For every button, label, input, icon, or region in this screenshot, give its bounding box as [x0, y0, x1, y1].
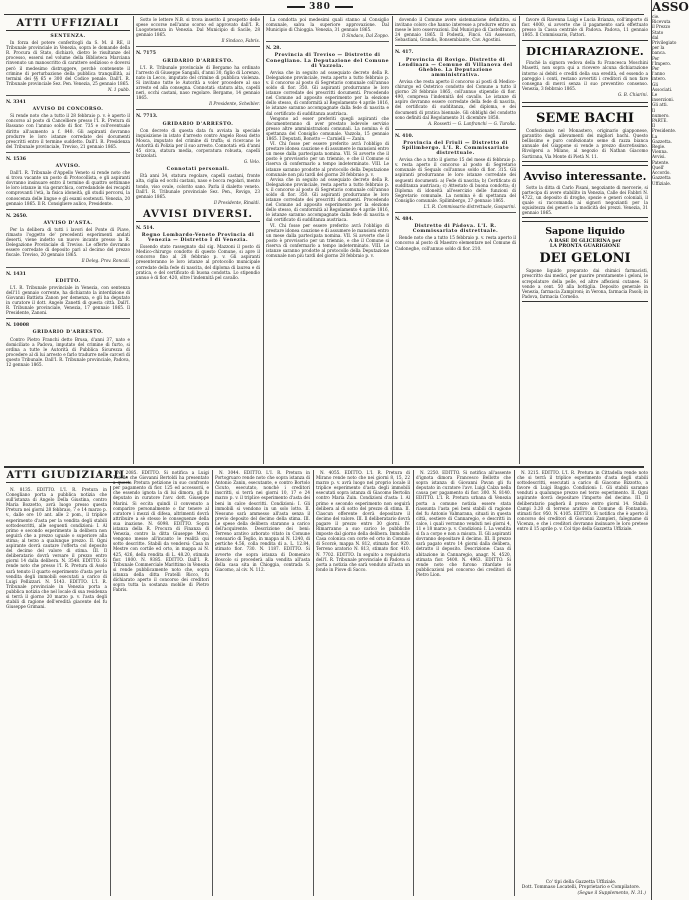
notice-signature: Il Presidente, Scheibler.	[209, 101, 260, 107]
judicial-column	[416, 470, 511, 895]
separator	[136, 46, 260, 47]
notice-id: N. 7713.	[136, 114, 158, 120]
judicial-text: N. 4055. EDITTO. L'I. R. Pretura di Mirano rende noto che nei giorni 8, 15, 22 marzo p. v. avrà luogo nel proprio locale il triplice esperimento d'asta degli immobili esecutati sopra istanza di Giacomo Bertolin contro Maria Zuin. Condizioni d'asta: I. Al primo e secondo esperimento non seguirà delibera al di sotto del prezzo di stima. II. Ciascun offerente dovrà depositare il decimo del valore. III. Il deliberatario dovrà pagare il prezzo entro 30 giorni. IV. Rimarranno a suo carico le pubbliche imposte dal giorno della delibera. Immobili: Casa colonica con corte ed orto in Comune di Scorzè, mappa N. 812, stimata fior. 920. Terreno aratorio N. 813, stimato fior. 410. N. 7702. EDITTO. In seguito a requisitoria dell'I. R. Tribunale provinciale di Padova si porta a notizia che sarà venduto all'asta un fondo in Piove di Sacco.	[316, 470, 410, 572]
notice-id: N. 410.	[395, 133, 414, 139]
notice-signature: N. 1 pubb.	[107, 86, 130, 92]
ad-signature: G. B. Chiarini.	[617, 91, 648, 97]
judicial-text: N. 2085. EDITTO. Si notifica a Luigi Tosello che Giovanni Bertoldi ha presentato a questa Pretura petizione in suo confronto per pagamento di fior. 125 ed accessorii, e che essendo ignota la di lui dimora, gli fu deputato in curatore l'avv. dott. Giuseppe Marini. Si eccita quindi il convenuto a comparire personalmente o far tenere al curatore i mezzi di difesa, altrimenti dovrà attribuire a sè stesso le conseguenze della sua inazione. N. 6098. EDITTO. Sopra istanza della R. Procura di Finanza di Venezia, contro la ditta Giuseppe Moro, vengono messe all'incanto le realità qui sotto descritte. Stabili da vendersi: Casa in Mestre con cortile ed orto, in mappa ai N. 425, 426, della rendita di L. 48.20, stimata fior. 1800. N. 9385. EDITTO. Dall'I. R. Tribunale Commerciale Marittimo in Venezia si rende pubblicamente noto che, sopra istanza della ditta Fratelli Ricco, fu dichiarato aperto il concorso dei creditori sopra tutta la sostanza mobile di Pietro Fabris.	[113, 470, 209, 593]
notice-body: Contro Pietro Franchi detto Brusa, d'anni 37, nato e domiciliato a Padova, imputato del crimine di furto, si ordina a tutte le Autorità di Pubblica Sicurezza di procedere al di lui arresto e farlo tradurre nelle carceri di questo Tribunale. Dall'I. R. Tribunale provinciale, Padova, 12 gennaio 1865.	[6, 336, 130, 367]
notice-signature: Il Sindaco, Fabris.	[221, 38, 260, 44]
ad-subtitle: A BASE DI GLICERINA per	[548, 238, 622, 245]
judicial-column	[517, 470, 648, 875]
notice-signature: Il Sindaco, Dal Zoppo.	[341, 33, 389, 39]
column-rule	[392, 16, 393, 464]
notice-title: AVVISO.	[55, 163, 81, 169]
section-heading: AVVISI DIVERSI.	[136, 209, 260, 222]
separator	[6, 209, 130, 210]
ad-sapone-liquido	[522, 221, 648, 302]
column-rule	[263, 16, 264, 464]
ad-title: SEME BACHI	[536, 111, 634, 127]
judicial-acts-heading-wrap	[6, 469, 130, 489]
notice-body: Si rende noto che a tutto il 28 febbraio p. v. è aperto il concorso al posto di Cancelliere presso l'I. R. Pretura di Bassano con l'annuo soldo di fior. 735 e coll'eventuale diritto all'aumento a f. 840. Gli aspiranti dovranno produrre le loro istanze corredate dei documenti prescritti entro il termine suddetto. Dall'I. R. Presidenza del Tribunale provinciale, Treviso, 21 gennaio 1865.	[6, 113, 130, 149]
notice-body: L'I. R. Tribunale provinciale di Bergamo ha ordinato l'arresto di Giuseppe Sangalli, d'anni 30, figlio di Lorenzo, nato in Lecco, imputato del crimine di pubblica violenza. Si invitano tutte le Autorità a voler procedere al suo arresto ed alla consegna. Connotati: statura alta, capelli neri, occhi castani, naso regolare. Bergamo, 14 gennaio 1865.	[136, 64, 260, 101]
notice-id: N. 484.	[395, 217, 414, 223]
edge-text: cie. Ricevuta il Prezzo Stato dal Privilegiato per la banca. Per l'Impero. Per l'anno intero. Gli Associati. Le inserzioni. Gli atti. Il numero. PARTE. Il Presidente. La Gazzetta. Regie. Vienna. Avvisi. Patente. Quell' Accordo. Gazzetta Uffiziale.	[652, 14, 677, 186]
judicial-text: N. 8135. EDITTO. L'I. R. Pretura in Conegliano porta a pubblica notizia che sull'istanza di Angelo Della Giustina, contro Maria Bozzetto, avrà luogo presso questa Pretura nei giorni 28 febbraio, 7 e 14 marzo p. v., dalle ore 10 ant. alle 2 pom., il triplice esperimento d'asta per la vendita degli stabili sottodescritti, alle seguenti condizioni: I. Al primo e secondo esperimento la delibera non seguirà che a prezzo uguale o superiore alla stima; al terzo a qualunque prezzo. II. Ogni aspirante dovrà cautare l'offerta col deposito del decimo del valore di stima. III. Il deliberatario dovrà versare il prezzo entro giorni 14 dalla delibera. N. 3548. EDITTO. Si rende noto che presso l'I. R. Pretura di Asolo sarà tenuto il quarto esperimento d'asta per la vendita degli immobili esecutati a carico di Luigi Pellizzari. N. 5143. EDITTO. L'I. R. Tribunale provinciale in Venezia porta a pubblica notizia che nel locale di sua residenza si terrà il giorno 20 marzo p. v. l'asta degli stabili di ragione dell'eredità giacente del fu Giuseppe Grimani.	[6, 487, 107, 610]
notice	[6, 34, 130, 92]
judicial-column	[215, 470, 310, 895]
notice-signature: Il Presidente, Rinaldi.	[213, 199, 260, 205]
notice	[6, 271, 130, 316]
notice-title: AVVISO DI CONCORSO.	[32, 107, 104, 113]
notices-column	[395, 17, 516, 464]
notice-title: Provincia di Rovigo. Distretto di Lendinara — Comune di Villanova del Ghebbo. La Deputazione amministrativa.	[398, 57, 513, 78]
separator	[6, 318, 130, 319]
column-rule	[413, 470, 414, 896]
notice-body: Sotto le lettere N.B. si trova inserito il prospetto delle spese occorse nell'anno scorso ed approvato dall'I. R. Luogotenenza in Venezia. Dal Municipio di Sacile, 28 gennaio 1865.	[136, 17, 260, 38]
notice-title: Provincia del Friuli — Distretto di Spilimbergo. L'I. R. Commissariato distrettuale.	[401, 140, 510, 157]
notice-body: La condotta poi medesimi quali stanno al Consiglio comunale, salva la superiore approvazione. Dal Municipio di Chioggia. Venezia, 31 gennaio 1865.	[266, 17, 389, 33]
ad-title: Avviso interessante.	[523, 169, 647, 183]
column-rule	[110, 486, 111, 896]
ad-body: Sapone liquido preparato dai chimici farmacisti, prescritto dai medici, per guarire prontamente i geloni, le screpolature della pelle, ed altre affezioni cutanee. Si vende a cent. 50 alla bottiglia. Deposito generale in Venezia, farmacia Zampironi; in Verona, farmacia Pasoli; in Padova, farmacia Cornelio.	[522, 268, 648, 299]
notice-body: Per la delibera di tutti i lavori del Ponte di Piave, rimasto l'oggetto de' precedenti esperimenti andati deserti, viene indetto un nuovo incanto presso la R. Delegazione Provinciale di Treviso. Le offerte dovranno essere corredate di deposito pari al decimo del prezzo fiscale. Treviso, 20 gennaio 1865.	[6, 226, 130, 258]
supplement-note: (Segue il Supplemento, N. 31.)	[577, 891, 646, 896]
notice-body: Avvisa che resta aperto il concorso ai posti di Medico-chirurgo ed Ostetrico condotto del Comune a tutto il giorno 28 febbraio 1865, coll'annuo stipendio di fior. 490, compresa l'indennità del cavallo. Le istanze di aspiro dovranno essere corredate della fede di nascita, del certificato di sudditanza, del diploma, e dei documenti di pratica biennale. Gli obblighi del condotto sono definiti dal Regolamento 31 dicembre 1858.	[395, 78, 516, 120]
notice-title: Distretto di Pádova. L'I. R. Commissariato distrettuale.	[412, 224, 499, 235]
judicial-column	[113, 470, 209, 895]
separator	[6, 267, 130, 268]
notice-title: Regno Lombardo-Veneto Provincia di Venezia — Distretto I di Venezia.	[141, 233, 255, 244]
judicial-text: N. 3215. EDITTO. L'I. R. Pretura in Cittadella rende noto che si terrà il triplice esperimento d'asta degli stabili sottodescritti, esecutati a carico di Giacomo Bizzotto, a favore di Luigi Baggio. Condizioni: I. Gli stabili saranno venduti a qualunque prezzo nel terzo esperimento. II. Ogni aspirante dovrà depositare l'importo del decimo. III. Il deliberatario pagherà il prezzo entro giorni 14. Stabili: Campi 3.20 di terreno arativo in Comune di Fontaniva, stimati fior. 950. N. 4105. EDITTO. Si notifica che è aperto il concorso dei creditori di Giovanni Zampieri, falegname di Vicenza, e che i creditori dovranno insinuare le loro pretese entro il 15 aprile p. v. Col tipo della Gazzetta Uffiziale.	[517, 470, 648, 532]
notice-body: favore di Ravenna Luigi e Lucia Brianza, coll'importo di fior. 4000, si avverte che il pagamento sarà effettuato presso la Cassa centrale di Padova. Padova, 11 gennaio 1865. Il Commissario, Fattori.	[522, 17, 648, 38]
notice-id: N. 10008	[6, 323, 30, 329]
ad-body: Confezionato nel Monastero, originario giapponese, garantito degli allevamenti dei migliori bachi. Questo bellissimo e puro confezionato seme di razza bianca annuale del Giappone si vende a prezzo discretissimo. Rivolgersi a Milano, al negozio di Nathan Giacomo Sartirana, Via Monte di Pietà N. 11.	[522, 128, 648, 159]
notice-signature: Il Deleg. Prov. Roncali.	[81, 258, 130, 264]
judicial-column	[316, 470, 410, 895]
separator	[6, 95, 130, 96]
notice-id: N. 7175	[136, 51, 156, 57]
notice-signature: L'I. R. Commissario distrettuale, Gasparini.	[423, 204, 516, 209]
judicial-text: N. 3044. EDITTO. L'I. R. Pretura in Portogruaro rende noto che sopra istanza di Antonio Zanin, esecutante, e contro Bortolo Cicuto, esecutato, nonchè i creditori inscritti, si terrà nei giorni 10, 17 e 24 marzo p. v. il triplice esperimento d'asta dei beni in calce descritti. Condizioni: I. Gli immobili si vendono in un solo lotto. II. Nessuno sarà ammesso all'asta senza il previo deposito del decimo della stima. III. Le spese della delibera staranno a carico dell'acquirente. Descrizione dei beni: Terreno arativo arborato vitato in Comune censuario di Teglio, in mappa al N. 1240, di pertiche 4.56, colla rendita di a. L. 12.84, stimato fior. 730. N. 1187. EDITTO. Si avverte che sopra istanza di Domenico Boscolo si procederà alla vendita all'asta della casa sita in Chioggia, contrada S. Giacomo, al civ. N. 112.	[215, 470, 310, 572]
separator	[395, 129, 516, 130]
notice-body: Con decreto di questa data fu avviata la speciale inquisizione in istato d'arresto contro Angelo Rossi detto Mosca, imputato del crimine di truffa; si ricercano le Autorità di Polizia per il suo arresto. Connotati: età d'anni 45 circa, statura media, corporatura robusta, capelli brizzolati.	[136, 127, 260, 159]
page-number: 380	[0, 2, 640, 12]
notice-title: GRIDARIO D'ARRESTO.	[162, 121, 234, 127]
separator	[136, 109, 260, 110]
notice-signature: G. Velo.	[243, 159, 260, 165]
judicial-column	[6, 487, 107, 895]
ad-subtitle: LA PRONTA GUARIGIONE	[549, 243, 621, 250]
edge-heading: ASSO	[652, 0, 689, 14]
notice-body: VI. Chi fosse per essere preferito avrà l'obbligo di prestare idonea cauzione e di assumere le mansioni entro un mese dalla partecipata nomina. VII. Si avverte che il posto è provvisorio per un triennio, e che il Comune si riserva di confermarlo a tempo indeterminato. VIII. Le istanze saranno prodotte al protocollo della Deputazione comunale non più tardi del giorno 28 febbraio p. v.	[266, 141, 389, 177]
notice-id: N. 28.	[266, 46, 282, 52]
notice-id: N. 1536	[6, 156, 26, 162]
section-divider	[4, 466, 644, 468]
separator	[395, 45, 516, 46]
notice-body: In forza del potere conferitogli da S. M. il RE, il Tribunale provinciale in Venezia, sopra le domande della R. Procura di Stato, dichiarò, dietro le risultanze del processo, essersi nel volume della Biblioteca Marciana rinvenuto un manoscritto di carattere sedizioso e doversi però il medesimo distruggere, perchè contenente il crimine di perturbazione della pubblica tranquillità, ai termini dei §§ 65 e 300 del Codice penale. Dall'I. R. Tribunale provinciale Sez. Pen. Venezia, 25 gennaio 1865.	[6, 40, 130, 86]
notice-body: Avvisa che in seguito ad ossequiato decreto della R. Delegazione provinciale, resta aperto a tutto febbraio p. v. il concorso al posto di Segretario comunale coll'annuo soldo di fior. 350. Gli aspiranti produrranno le loro istanze corredate dei prescritti documenti. Procedendo nel Comune ad apposito esperimento per la elezione dello stesso, di conformità al Regolamento 4 aprile 1816, le istanze saranno accompagnate dalla fede di nascita e dal certificato di sudditanza austriaca.	[266, 69, 389, 116]
separator	[395, 212, 516, 213]
notice-id: N. 514.	[136, 225, 155, 231]
notice-title: GRIDARIO D'ARRESTO.	[162, 58, 234, 64]
ad-avviso-interessante	[522, 165, 648, 219]
section-heading: ATTI UFFIZIALI	[6, 18, 130, 31]
separator	[6, 152, 130, 153]
notice-body: L'I. R. Tribunale provinciale in Venezia, con sentenza dell'11 gennaio corrente, ha dichiarato la interdizione di Giovanni Battista Zanon per demenza, e gli ha deputato in curatore il dott. Angelo Zanetti di questa città. Dall'I. R. Tribunale provinciale, Venezia, 17 gennaio 1865. Il Presidente, Zanoni.	[6, 284, 130, 316]
adjacent-page-edge	[651, 0, 689, 900]
ad-title: DEI GELONI	[539, 251, 631, 267]
notice-id: N. 417.	[395, 50, 414, 56]
column-rule	[519, 16, 520, 464]
column-rule	[514, 470, 515, 896]
notice-body: Avvisa che in seguito ad ossequiato decreto della R. Delegazione provinciale, resta aperto a tutto febbraio p. v. il concorso al posto di Segretario comunale coll'annuo soldo di fior. 350. Gli aspiranti produrranno le loro istanze corredate dei prescritti documenti. Procedendo nel Comune ad apposito esperimento per la elezione dello stesso, di conformità al Regolamento 4 aprile 1816, le istanze saranno accompagnate dalla fede di nascita e dal certificato di sudditanza austriaca.	[266, 176, 389, 223]
notice-body: dovendo il Comune avere sistemazione definitiva, si invitano coloro che hanno interesse a produrre entro un mese le loro osservazioni. Dal Municipio di Castelfranco, 24 gennaio 1865. Il Podestà, Fincó. Gli Assessori, Sebastiani, Grandis, Bonsembiante, Cav. Agostini.	[395, 17, 516, 43]
notice-title: Provincia di Treviso — Distretto di Conegliano. La Deputazione del Comune di Vazzola.	[266, 53, 389, 69]
ad-dichiarazione	[522, 40, 648, 103]
notice-body: Essendo stato rassegnato dal sig. Mazzoni il posto di Medico-chirurgo condotto di questo Comune, si apre il concorso fino al 28 febbraio p. v. Gli aspiranti presenteranno le loro istanze al protocollo municipale corredate della fede di nascita, del diploma di laurea e di pratica, e del certificato di buona condotta. Lo stipendio annuo è di fior. 420, oltre l'indennità pel cavallo.	[136, 244, 260, 280]
ad-title: Sapone liquido	[545, 226, 625, 238]
notice-title: AVVISO D'ASTA.	[43, 220, 93, 226]
notice-body: Vengono ad esser preferiti quegli aspiranti che documenteranno di aver prestato lodevole servizio presso altre amministrazioni comunali. La nomina è di spettanza del Consiglio comunale. Vazzola, 15 gennaio 1865. I Deputati, Bonotto — Carnielli — Zanin.	[266, 115, 389, 141]
notices-column	[266, 17, 389, 464]
separator	[266, 41, 389, 42]
notice-body: VI. Chi fosse per essere preferito avrà l'obbligo di prestare idonea cauzione e di assumere le mansioni entro un mese dalla partecipata nomina. VII. Si avverte che il posto è provvisorio per un triennio, e che il Comune si riserva di confermarlo a tempo indeterminato. VIII. Le istanze saranno prodotte al protocollo della Deputazione comunale non più tardi del giorno 28 febbraio p. v.	[266, 222, 389, 259]
notice-title: SENTENZA.	[50, 34, 86, 39]
notice-body: Rende noto che a tutto 15 febbraio p. v. resta aperto il concorso al posto di Maestro elementare nel Comune di Cadoneghe, coll'annuo soldo di fior. 210.	[395, 235, 516, 251]
column-rule	[313, 470, 314, 896]
ad-seme-bachi	[522, 106, 648, 162]
notice-body: Avvisa che a tutto il giorno 15 del mese di febbraio p. v. resta aperto il concorso al posto di Segretario comunale di Sequals coll'annuo soldo di fior. 315. Gli aspiranti produrranno le loro istanze corredate dei seguenti documenti: a) Fede di nascita; b) Certificato di sudditanza austriaca; c) Attestato di buona condotta; d) Diploma di idoneità all'esercizio delle funzioni di Segretario comunale. La nomina è di spettanza del Consiglio comunale. Spilimbergo, 27 gennaio 1865.	[395, 157, 516, 203]
column-rule	[133, 16, 134, 464]
notice	[6, 213, 130, 264]
notice-title: Connotati personali.	[166, 167, 230, 173]
notice-title: GRIDARIO D'ARRESTO.	[32, 330, 104, 336]
imprint	[516, 880, 646, 890]
judicial-text: N. 2250. EDITTO. Si notifica all'assente d'ignota dimora Francesco Bellotto che sopra istanza di Giovanni Pavan gli fu deputato in curatore l'avv. Luigi Calza nella causa per pagamento di fior. 300. N. 8140. EDITTO. L'I. R. Pretura urbana di Venezia porta a comune notizia essere stata riassunta l'asta pei beni stabili di ragione del fu Antonio Valmarana, situati in questa città, sestiere di Cannaregio, e descritti in calce, i quali verranno venduti nei giorni 4, 11 e 18 marzo p. v. Condizioni: I. La vendita si fa a corpo e non a misura. II. Gli aspiranti dovranno depositare il decimo. III. Il prezzo sarà pagato entro 14 giorni dalla delibera, detratto il deposito. Descrizione: Casa di abitazione in Cannaregio, anagr. N. 4520, stimata fior. 5400. N. 4963. EDITTO. Si rende noto che furono ritardate le pubblicazioni pel concorso dei creditori di Pietro Lion.	[416, 470, 511, 577]
imprint-line: Dott. Tommaso Locatelli, Proprietario e Compilatore.	[521, 885, 641, 891]
notice-id: N. 2650.	[6, 213, 28, 219]
notice	[6, 156, 130, 206]
advertisements-column	[522, 17, 648, 464]
notice	[6, 99, 130, 149]
notice-id: N. 1431	[6, 271, 26, 277]
section-heading: ATTI GIUDIZIARII.	[6, 470, 130, 481]
notice-signature: A. Rossetti — G. Lanfranchi — G. Turolla.	[428, 120, 516, 126]
notice-body: Dall'I. R. Tribunale d'Appello Veneto si rende noto che si trova vacante un posto di Protocollista, e gli aspiranti dovranno insinuare entro il termine di quattro settimane le loro istanze in via gerarchica, corredandole dei recapiti comprovanti l'età, la fisica idoneità, gli studii percorsi, la conoscenza delle lingue e gli esami sostenuti. Venezia, 20 gennaio 1865. Il R. Consigliere aulico, Presidente.	[6, 170, 130, 206]
notice	[6, 322, 130, 367]
notice-id: N. 3341	[6, 100, 26, 106]
notices-column	[136, 17, 260, 464]
ad-title: DICHIARAZIONE.	[525, 44, 645, 59]
column-rule	[212, 470, 213, 896]
top-rule	[4, 14, 644, 15]
official-acts-column	[6, 17, 130, 464]
notice-body: Età anni 34, statura regolare, capelli castani, fronte alta, ciglia ed occhi castani, naso e bocca regolari, mento tondo, viso ovale, colorito sano. Parla il dialetto veneto. Dall'I. R. Tribunale provinciale Sez. Pen., Rovigo, 23 gennaio 1865.	[136, 173, 260, 199]
ad-body: Finchè la signora vedova della fu Francesca Moschini Masetti, non sopra qui a ricevere alcuna dichiarazione intorno ai debiti e crediti della sua eredità, ed essendo a pareggio i conti, restano avvertiti i creditori di non fare consegna di merci senza il suo preventivo consenso. Venezia, 3 febbraio 1865.	[522, 60, 648, 91]
notice-title: EDITTO.	[55, 278, 81, 284]
imprint-line: Co' tipi della Gazzetta Uffiziale.	[545, 880, 617, 885]
ad-body: Sotto la ditta di Carlo Pisani, negoziante di mercerie, si partecipa di avere stabilito in Venezia, Calle dei Fabbri N. 4722, un deposito di droghe, spezie e generi coloniali, il quale si raccomanda ai signori negozianti per la squisitezza dei generi e la modicità dei prezzi. Venezia, 31 gennaio 1865.	[522, 184, 648, 216]
